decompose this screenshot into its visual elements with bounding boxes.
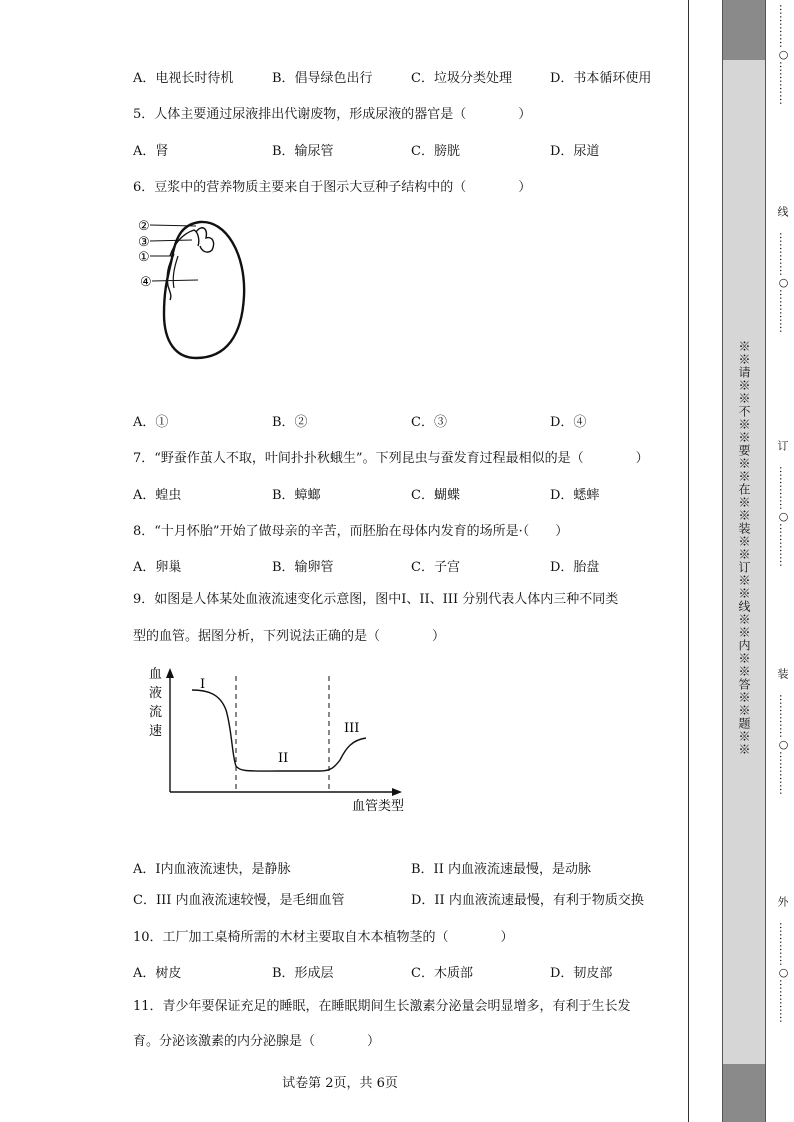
- region-label-2: II: [278, 751, 289, 766]
- q7-option-a: A．蝗虫: [133, 488, 182, 503]
- q8-option-d: D．胎盘: [550, 560, 600, 575]
- q5-option-d: D．尿道: [550, 144, 600, 159]
- q11-stem-line1: 11．青少年要保证充足的睡眠，在睡眠期间生长激素分泌量会明显增多，有利于生长发: [133, 999, 631, 1014]
- region-label-3: III: [344, 721, 360, 736]
- cut-mark-zhuang: 装: [776, 668, 789, 679]
- cut-mark-wai: 外: [776, 896, 789, 907]
- x-axis-arrow: [392, 788, 402, 796]
- q7-options: [133, 484, 673, 504]
- y-label-char-4: 速: [149, 724, 163, 739]
- cut-mark-1: …………○…………: [777, 4, 790, 105]
- y-axis-arrow: [166, 668, 174, 678]
- q9-options-row1: [133, 858, 673, 878]
- y-label-char-2: 液: [149, 686, 163, 701]
- q6-options: [133, 411, 673, 431]
- q5-option-b: B．输尿管: [272, 144, 334, 159]
- q10-options: [133, 962, 673, 982]
- q10-option-b: B．形成层: [272, 966, 334, 981]
- seed-label-2: ②: [138, 219, 150, 234]
- q6-option-a: A．①: [133, 415, 169, 430]
- q7-option-b: B．蟑螂: [272, 488, 321, 503]
- cut-mark-3: …………○…………: [777, 466, 790, 567]
- q8-option-c: C．子宫: [411, 560, 460, 575]
- q10-stem: 10．工厂加工桌椅所需的木材主要取自木本植物茎的（ ）: [133, 930, 514, 945]
- q8-option-b: B．输卵管: [272, 560, 334, 575]
- q10-option-d: D．韧皮部: [550, 966, 613, 981]
- q8-options: [133, 556, 673, 576]
- q9-option-d: D．II 内血液流速最慢，有利于物质交换: [411, 893, 644, 908]
- q9-stem-line1: 9．如图是人体某处血液流速变化示意图，图中Ⅰ、II、III 分别代表人体内三种不同类: [133, 592, 619, 607]
- no-answer-warning: ※※请※※不※※要※※在※※装※※订※※线※※内※※答※※题※※: [737, 340, 751, 756]
- cut-mark-ding: 订: [776, 440, 789, 451]
- q7-option-d: D．蟋蟀: [550, 488, 600, 503]
- q4-option-a: A．电视长时待机: [133, 71, 234, 86]
- seed-label-4: ④: [140, 275, 152, 290]
- x-axis-label: 血管类型: [352, 799, 405, 814]
- q10-option-c: C．木质部: [411, 966, 473, 981]
- cut-line: [770, 0, 790, 1122]
- cut-mark-line: 线: [776, 206, 789, 217]
- q10-option-a: A．树皮: [133, 966, 182, 981]
- blood-flow-chart: [140, 660, 420, 815]
- q4-options: [133, 67, 673, 87]
- q11-stem-line2: 育。分泌该激素的内分泌腺是（ ）: [133, 1034, 381, 1049]
- q4-option-c: C．垃圾分类处理: [411, 71, 512, 86]
- q7-stem: 7．“野蚕作茧人不取，叶间扑扑秋蛾生”。下列昆虫与蚕发育过程最相似的是（ ）: [133, 451, 649, 466]
- cut-mark-5: …………○…………: [777, 922, 790, 1023]
- q5-options: [133, 140, 673, 160]
- q6-option-d: D．④: [550, 415, 587, 430]
- q5-option-a: A．肾: [133, 144, 169, 159]
- page-footer: 试卷第 2页，共 6页: [282, 1076, 398, 1091]
- seed-label-1: ①: [138, 250, 150, 265]
- y-label-char-1: 血: [149, 667, 163, 682]
- q5-option-c: C．膀胱: [411, 144, 460, 159]
- q8-option-a: A．卵巢: [133, 560, 182, 575]
- q9-options-row2: [133, 889, 673, 909]
- y-label-char-3: 流: [149, 705, 163, 720]
- q9-option-a: A．Ⅰ内血液流速快，是静脉: [133, 862, 291, 877]
- q6-option-b: B．②: [272, 415, 308, 430]
- q9-option-b: B．II 内血液流速最慢，是动脉: [411, 862, 591, 877]
- q6-option-c: C．③: [411, 415, 447, 430]
- region-label-1: I: [200, 677, 206, 692]
- cut-mark-2: …………○…………: [777, 232, 790, 333]
- cut-mark-4: …………○…………: [777, 694, 790, 795]
- margin-border-line: [688, 0, 689, 1122]
- soybean-seed-diagram: [138, 214, 258, 364]
- q9-option-c: C．III 内血液流速较慢，是毛细血管: [133, 893, 345, 908]
- q7-option-c: C．蝴蝶: [411, 488, 460, 503]
- q4-option-b: B．倡导绿色出行: [272, 71, 373, 86]
- margin-dark-bottom: [722, 1064, 766, 1122]
- margin-dark-top: [722, 0, 766, 60]
- q8-stem: 8．“十月怀胎”开始了做母亲的辛苦，而胚胎在母体内发育的场所是·（ ）: [133, 524, 569, 539]
- q4-option-d: D．书本循环使用: [550, 71, 652, 86]
- q6-stem: 6．豆浆中的营养物质主要来自于图示大豆种子结构中的（ ）: [133, 180, 532, 195]
- q9-stem-line2: 型的血管。据图分析，下列说法正确的是（ ）: [133, 629, 446, 644]
- q5-stem: 5．人体主要通过尿液排出代谢废物，形成尿液的器官是（ ）: [133, 107, 532, 122]
- seed-label-3: ③: [138, 235, 150, 250]
